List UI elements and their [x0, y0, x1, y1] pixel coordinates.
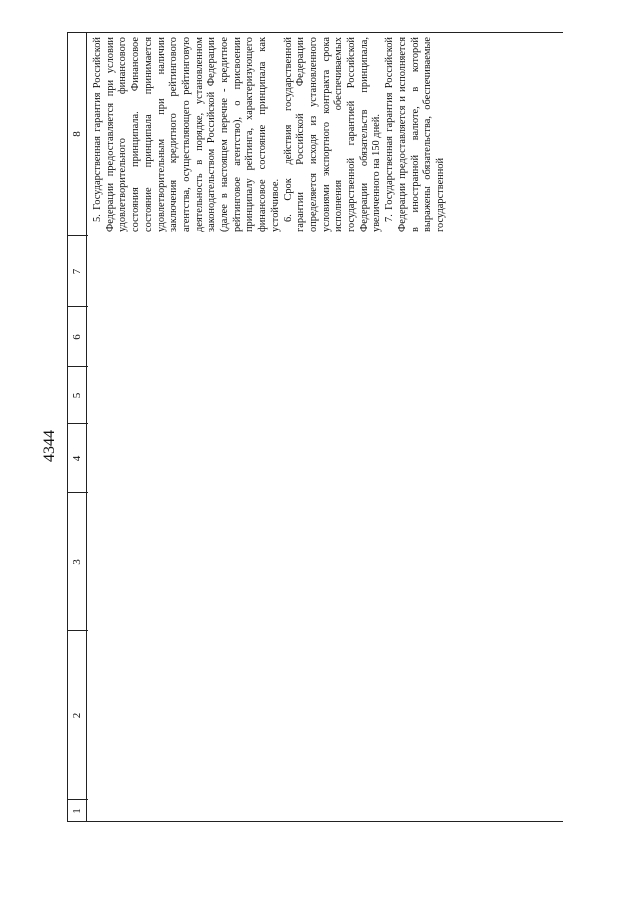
header-cell-7: 7 [71, 268, 83, 275]
rotated-table [67, 32, 563, 822]
table-left-border [87, 821, 563, 822]
table-header-row [67, 32, 87, 822]
header-cell-5: 5 [71, 392, 83, 399]
header-cell-3: 3 [71, 559, 83, 565]
page-number: 4344 [41, 430, 58, 462]
table-right-border [67, 32, 563, 33]
header-cell-1: 1 [71, 808, 83, 814]
header-cell-4: 4 [71, 455, 83, 462]
column-8-text [92, 37, 558, 232]
header-cell-6: 6 [71, 334, 83, 340]
header-cell-2: 2 [71, 712, 83, 719]
paragraph-5: 5. Государственная гарантия Российской Федерации предоставляется при условии удовлетворительного финансового состояния принципала. Финансовое состояние принципала принимается удовлетворительным при наличии заключения кредитного рейтингового агентства, осуществляющего рейтинговую деятельность в порядке, установленном законодательством Российской Федерации (далее в настоящем перечне - кредитное рейтинговое агентство), о присвоении принципалу рейтинга, характеризующего финансовое состояние принципала как устойчивое. [92, 37, 281, 232]
paragraph-6: 6. Срок действия государственной гарантии Российской Федерации определяется исходя из установленного условиями экспортного контракта срока исполнения обеспечиваемых государственной гарантией Российской Федерации обязательств принципала, увеличенного на 150 дней. [282, 37, 383, 232]
header-cell-8: 8 [71, 131, 83, 137]
paragraph-7: 7. Государственная гарантия Российской Федерации предоставляется и исполняется в иностранной валюте, в которой выражены обязательства, обеспечиваемые государственной [384, 37, 446, 232]
